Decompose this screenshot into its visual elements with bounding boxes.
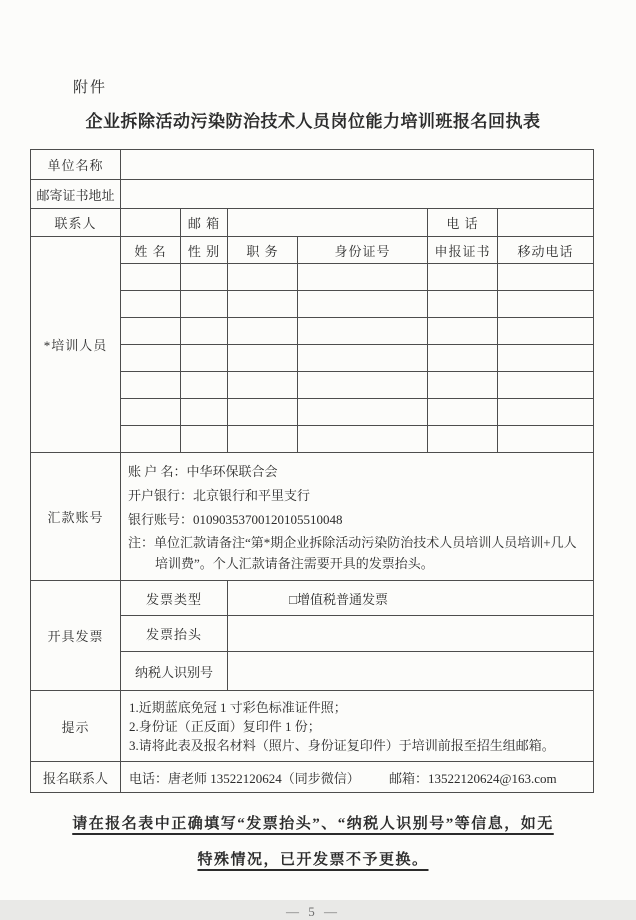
mailing-address-label: 邮寄证书地址 xyxy=(31,180,121,209)
trainee-col-gender: 性 别 xyxy=(181,237,228,264)
trainee-cell xyxy=(121,399,181,426)
tip-item: 2.身份证（正反面）复印件 1 份； xyxy=(129,718,321,734)
unit-name-value-cell xyxy=(121,150,594,180)
footer-notice-line1: 请在报名表中正确填写“发票抬头”、“纳税人识别号”等信息，如无 xyxy=(72,816,554,832)
trainee-cell xyxy=(498,426,594,453)
trainee-cell xyxy=(298,399,428,426)
remittance-account-number: 银行账号：01090353700120105510048 xyxy=(128,512,343,527)
trainee-cell xyxy=(428,372,498,399)
trainee-cell xyxy=(298,345,428,372)
remittance-bank: 开户银行：北京银行和平里支行 xyxy=(128,488,311,503)
page-title: 企业拆除活动污染防治技术人员岗位能力培训班报名回执表 xyxy=(85,112,541,131)
contact-row xyxy=(31,209,594,237)
trainee-cell xyxy=(298,264,428,291)
trainee-col-certificate: 申报证书 xyxy=(428,237,498,264)
invoice-type-row xyxy=(31,581,594,616)
trainee-cell xyxy=(228,399,298,426)
trainee-cell xyxy=(298,426,428,453)
invoice-title-label: 发票抬头 xyxy=(121,616,228,652)
attachment-label: 附件 xyxy=(73,80,108,96)
document-content xyxy=(30,0,596,920)
remittance-note-line1: 注：单位汇款请备注“第*期企业拆除活动污染防治技术人员培训人员培训+几人 xyxy=(128,535,577,550)
trainee-header-row xyxy=(31,237,594,264)
phone-value-cell xyxy=(498,209,594,237)
trainee-cell xyxy=(181,345,228,372)
trainee-cell xyxy=(181,264,228,291)
trainee-cell xyxy=(228,372,298,399)
tip-item: 1.近期蓝底免冠 1 寸彩色标准证件照； xyxy=(129,699,347,715)
page-number: — 5 — xyxy=(286,904,340,919)
tips-row xyxy=(31,691,594,762)
trainee-cell xyxy=(298,372,428,399)
tips-label: 提示 xyxy=(31,691,121,762)
trainees-label: *培训人员 xyxy=(31,237,121,453)
trainee-cell xyxy=(121,426,181,453)
email-value-cell xyxy=(228,209,428,237)
trainee-cell xyxy=(498,291,594,318)
trainee-cell xyxy=(121,345,181,372)
phone-label: 电 话 xyxy=(428,209,498,237)
registration-form-table xyxy=(30,149,594,793)
footer-notice xyxy=(30,806,596,878)
trainee-cell xyxy=(428,318,498,345)
trainee-col-id-number: 身份证号 xyxy=(298,237,428,264)
trainee-cell xyxy=(428,345,498,372)
trainee-cell xyxy=(228,264,298,291)
trainee-cell xyxy=(428,426,498,453)
invoice-type-label: 发票类型 xyxy=(121,581,228,616)
unit-name-row xyxy=(31,150,594,180)
contact-name-cell xyxy=(121,209,181,237)
trainee-col-mobile: 移动电话 xyxy=(498,237,594,264)
remittance-note-line2: 培训费”。个人汇款请备注需要开具的发票抬头。 xyxy=(155,556,434,571)
remittance-row xyxy=(31,453,594,581)
trainee-cell xyxy=(181,426,228,453)
trainee-col-position: 职 务 xyxy=(228,237,298,264)
trainee-cell xyxy=(228,345,298,372)
trainee-cell xyxy=(498,399,594,426)
trainee-cell xyxy=(181,372,228,399)
trainee-cell xyxy=(121,318,181,345)
trainee-cell xyxy=(121,264,181,291)
trainee-cell xyxy=(181,399,228,426)
mailing-address-row xyxy=(31,180,594,209)
remittance-label: 汇款账号 xyxy=(31,453,121,581)
trainee-cell xyxy=(498,345,594,372)
taxpayer-id-value-cell xyxy=(228,652,594,691)
trainee-cell xyxy=(121,372,181,399)
trainee-cell xyxy=(498,264,594,291)
tip-item: 3.请将此表及报名材料（照片、身份证复印件）于培训前报至招生组邮箱。 xyxy=(129,737,555,753)
remittance-content-cell xyxy=(121,453,594,581)
contact-label: 联系人 xyxy=(31,209,121,237)
trainee-cell xyxy=(181,318,228,345)
trainee-cell xyxy=(428,291,498,318)
trainee-cell xyxy=(498,318,594,345)
invoice-type-value-cell xyxy=(228,581,594,616)
unit-name-label: 单位名称 xyxy=(31,150,121,180)
trainee-cell xyxy=(228,426,298,453)
trainee-cell xyxy=(428,399,498,426)
trainee-cell xyxy=(498,372,594,399)
invoice-section-label: 开具发票 xyxy=(31,581,121,691)
mailing-address-value-cell xyxy=(121,180,594,209)
trainee-cell xyxy=(228,291,298,318)
trainee-cell xyxy=(428,264,498,291)
trainee-col-name: 姓 名 xyxy=(121,237,181,264)
trainee-cell xyxy=(181,291,228,318)
footer-notice-line2: 特殊情况，已开发票不予更换。 xyxy=(197,852,429,868)
invoice-title-value-cell xyxy=(228,616,594,652)
email-label: 邮 箱 xyxy=(181,209,228,237)
tips-content-cell xyxy=(121,691,594,762)
remittance-account-name: 账 户 名：中华环保联合会 xyxy=(128,464,278,479)
trainee-cell xyxy=(298,291,428,318)
trainee-cell xyxy=(298,318,428,345)
registration-contact-label: 报名联系人 xyxy=(31,762,121,793)
registration-contact-cell xyxy=(121,762,594,793)
registration-contact-row xyxy=(31,762,594,793)
trainee-cell xyxy=(228,318,298,345)
taxpayer-id-label: 纳税人识别号 xyxy=(121,652,228,691)
vat-invoice-checkbox-option: □增值税普通发票 xyxy=(289,591,388,607)
registration-contact-email: 邮箱：13522120624@163.com xyxy=(389,770,557,786)
registration-contact-phone: 电话：唐老师 13522120624（同步微信） xyxy=(129,770,360,786)
trainee-cell xyxy=(121,291,181,318)
